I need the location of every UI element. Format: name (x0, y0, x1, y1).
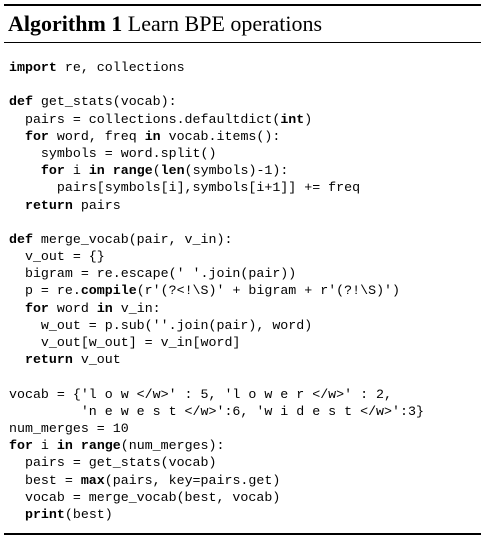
code-text (9, 163, 41, 178)
code-text (9, 507, 25, 522)
algorithm-box (4, 4, 481, 534)
code-text: vocab = merge_vocab(best, vocab) (9, 489, 281, 505)
code-text: v_out = {} (9, 249, 105, 265)
code-text: pairs = collections.defaultdict( (9, 111, 281, 127)
code-keyword: range (112, 163, 153, 179)
code-keyword: for (24, 128, 49, 144)
code-text: (best) (64, 506, 113, 522)
code-keyword: def (9, 231, 33, 247)
code-text: pairs (72, 197, 121, 213)
code-line (9, 197, 424, 214)
code-keyword: return (24, 352, 73, 368)
code-text: p = re. (9, 283, 81, 299)
code-text: pairs[symbols[i],symbols[i+1]] += freq (9, 180, 361, 196)
code-keyword: range (80, 438, 121, 454)
code-text: bigram = re.escape(' '.join(pair)) (9, 266, 297, 282)
code-keyword: for (9, 438, 33, 454)
code-line (9, 214, 424, 231)
code-text: get_stats(vocab): (32, 94, 177, 110)
code-keyword: compile (80, 283, 137, 299)
code-keyword: max (80, 472, 105, 488)
algorithm-label: Algorithm 1 (8, 11, 123, 36)
code-text: word, freq (48, 128, 145, 144)
code-keyword: in (96, 300, 113, 316)
top-rule (4, 4, 481, 6)
code-text: symbols = word.split() (9, 145, 217, 161)
code-keyword: def (9, 94, 33, 110)
code-text: best = (9, 472, 81, 488)
code-text (9, 198, 25, 213)
code-text: re, collections (56, 60, 185, 75)
code-text: vocab = {'l o w </w>' : 5, 'l o w e r </w>' : 2, (9, 386, 393, 402)
code-text: (pairs, key=pairs.get) (104, 472, 281, 488)
code-line (9, 145, 424, 162)
code-text: word (48, 300, 97, 316)
code-line (9, 506, 424, 523)
code-text: 'n e w e s t </w>':6, 'w i d e s t </w>':3} (9, 403, 424, 419)
code-text: merge_vocab(pair, v_in): (32, 231, 233, 247)
code-listing (9, 59, 424, 523)
code-text: ( (152, 163, 161, 179)
code-line (9, 403, 424, 420)
algorithm-title: Learn BPE operations (127, 11, 323, 36)
code-line (9, 76, 424, 93)
code-line (9, 454, 424, 471)
code-line (9, 334, 424, 351)
code-line (9, 265, 424, 282)
code-text: w_out = p.sub(''.join(pair), word) (9, 317, 313, 333)
code-text: num_merges = 10 (9, 420, 129, 436)
code-text: i (64, 163, 89, 179)
code-keyword: in (88, 163, 105, 179)
code-text: (num_merges): (120, 438, 225, 454)
code-text: ) (304, 111, 313, 127)
code-line (9, 386, 424, 403)
code-line (9, 111, 424, 128)
code-line (9, 472, 424, 489)
code-keyword: print (24, 506, 65, 522)
code-text: pairs = get_stats(vocab) (9, 455, 217, 471)
code-line (9, 162, 424, 179)
code-text (9, 129, 25, 144)
code-line (9, 489, 424, 506)
code-keyword: in (144, 128, 161, 144)
code-text: (r'(?<!\S)' + bigram + r'(?!\S)') (136, 283, 401, 299)
code-line (9, 300, 424, 317)
code-line (9, 248, 424, 265)
code-line (9, 282, 424, 299)
code-text: (symbols)-1): (184, 163, 289, 179)
code-line (9, 59, 424, 76)
code-text: v_out (72, 352, 121, 368)
code-keyword: import (9, 60, 57, 75)
code-keyword: for (24, 300, 49, 316)
code-text: i (32, 438, 57, 454)
code-text (105, 163, 113, 178)
code-line (9, 93, 424, 110)
bottom-rule (4, 533, 481, 535)
code-text: v_out[w_out] = v_in[word] (9, 335, 241, 350)
algorithm-caption (8, 10, 322, 38)
code-text: vocab.items(): (160, 128, 281, 144)
code-text (9, 352, 25, 367)
caption-rule (4, 42, 481, 43)
code-keyword: return (24, 197, 73, 213)
code-text (73, 438, 81, 453)
code-line (9, 351, 424, 368)
code-line (9, 231, 424, 248)
code-keyword: in (56, 438, 73, 454)
code-keyword: int (280, 111, 305, 127)
code-line (9, 420, 424, 437)
code-text (9, 301, 25, 316)
code-keyword: for (40, 163, 65, 179)
code-text: v_in: (112, 300, 161, 316)
code-line (9, 317, 424, 334)
code-line (9, 179, 424, 196)
code-keyword: len (160, 163, 185, 179)
code-line (9, 128, 424, 145)
code-line (9, 368, 424, 385)
code-line (9, 437, 424, 454)
